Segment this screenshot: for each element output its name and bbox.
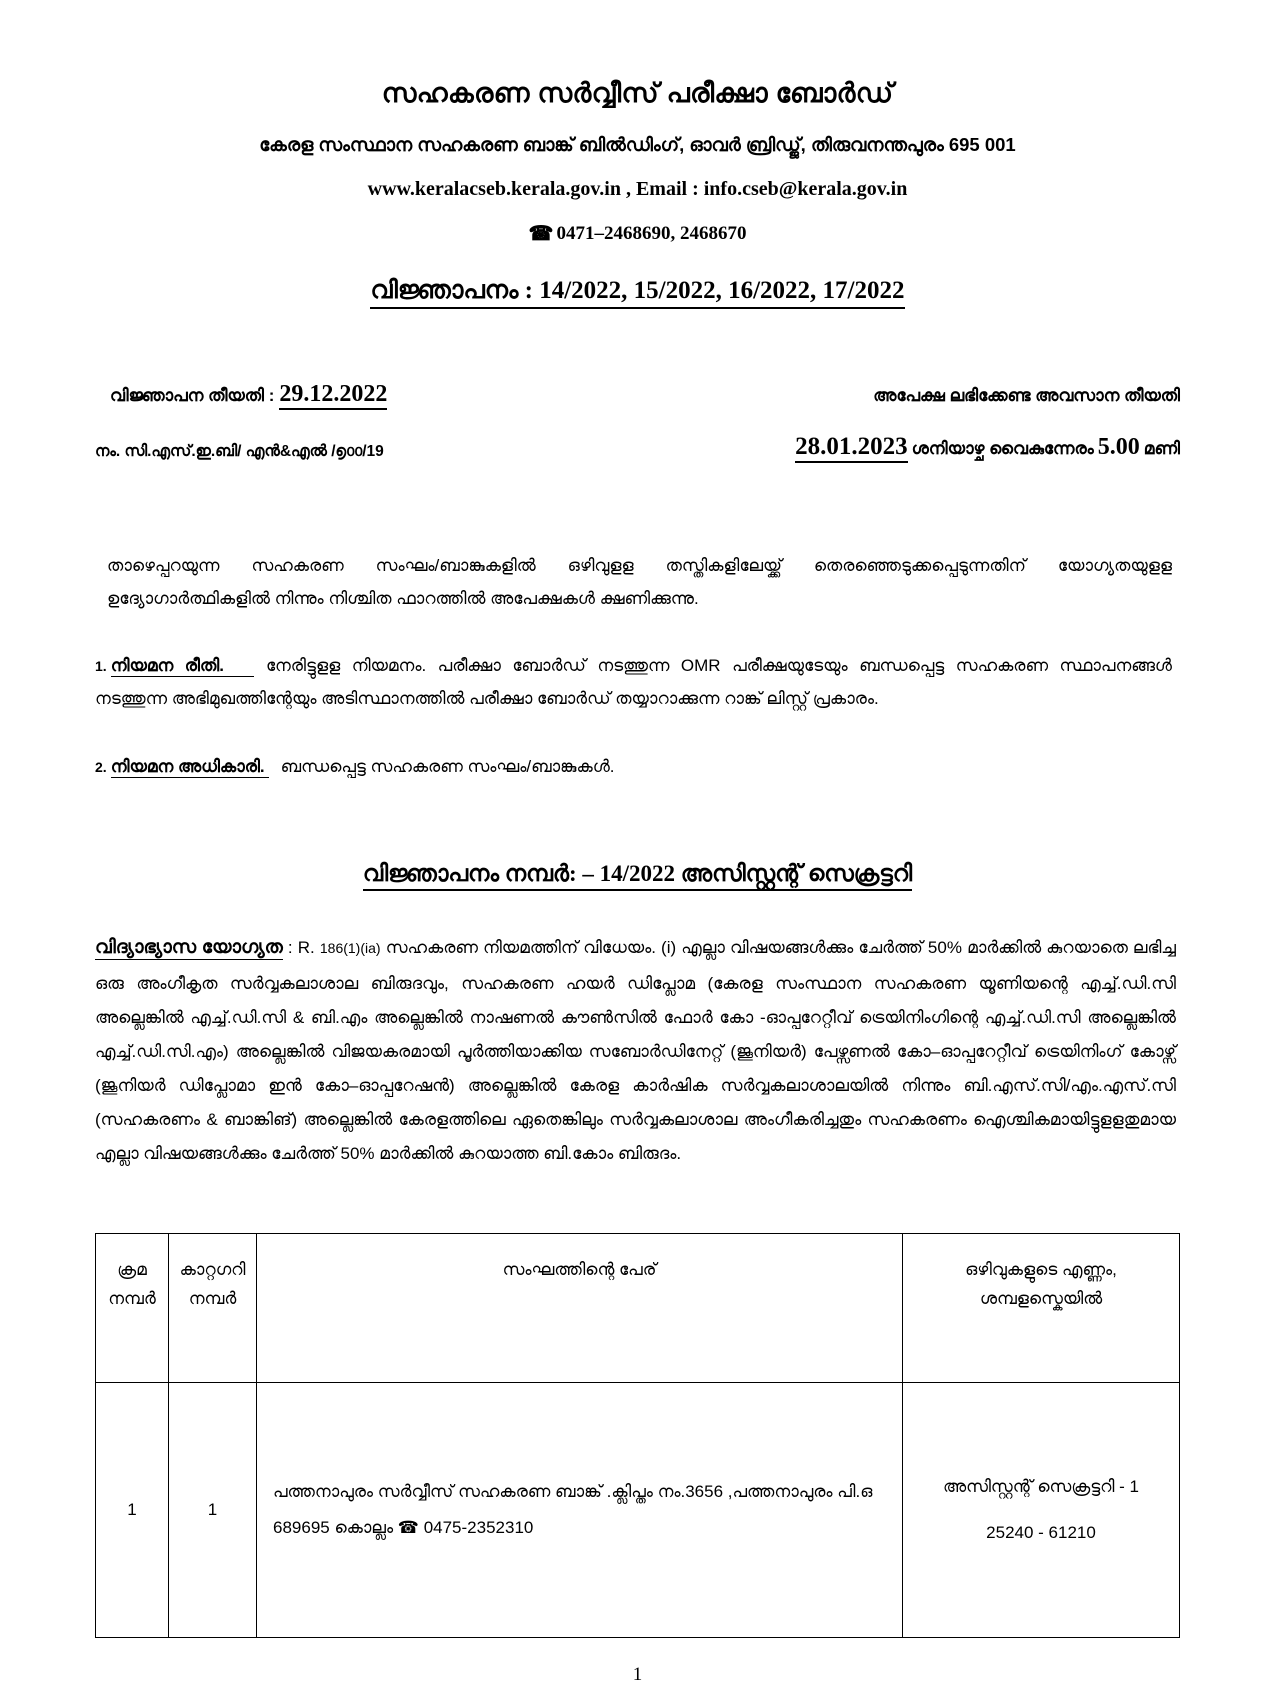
date-block — [95, 381, 1180, 491]
header-category-line1: കാറ്റഗറി — [179, 1259, 246, 1279]
header-serial-line2: നമ്പർ — [108, 1288, 156, 1308]
header-cell-society-name — [257, 1233, 903, 1382]
deadline-label: അപേക്ഷ ലഭിക്കേണ്ട അവസാന തീയതി — [873, 386, 1180, 405]
organization-phone-number: 0471–2468690, 2468670 — [556, 223, 747, 244]
vacancy-post: അസിസ്റ്റന്റ് സെക്രട്ടറി - 1 — [943, 1476, 1139, 1496]
list-item — [95, 649, 1180, 715]
notification-date-label: വിജ്ഞാപന തീയതി : — [110, 386, 275, 405]
notification-numbers-line — [95, 276, 1180, 309]
qualification-text: സഹകരണ നിയമത്തിന് വിധേയം. (i) എല്ലാ വിഷയങ്ങൾക്കും ചേർത്ത് 50% മാർക്കിൽ കുറയാതെ ലഭിച്ച ഒരു അംഗീകൃത സർവ്വകലാശാല ബിരുദവും, സഹകരണ ഹയർ ഡിപ്ലോമ (കേരള സംസ്ഥാന സഹകരണ യൂണിയന്റെ എച്ച്.ഡി.സി അല്ലെങ്കിൽ എച്ച്.ഡി.സി & ബി.എം അല്ലെങ്കിൽ നാഷണൽ കൗൺസിൽ ഫോർ കോ -ഓപ്പറേറ്റീവ് ട്രെയിനിംഗിന്റെ എച്ച്.ഡി.സി അല്ലെങ്കിൽ എച്ച്.ഡി.സി.എം) അല്ലെങ്കിൽ വിജയകരമായി പൂർത്തിയാക്കിയ സബോർഡിനേറ്റ് (ജൂനിയർ) പേഴ്സണൽ കോ–ഓപ്പറേറ്റീവ് ട്രെയിനിംഗ് കോഴ്സ് (ജൂനിയർ ഡിപ്ലോമാ ഇൻ കോ–ഓപ്പറേഷൻ) അല്ലെങ്കിൽ കേരള കാർഷിക സർവ്വകലാശാലയിൽ നിന്നും ബി.എസ്.സി/എം.എസ്.സി (സഹകരണം & ബാങ്കിങ്) അല്ലെങ്കിൽ കേരളത്തിലെ ഏതെങ്കിലും സർവ്വകലാശാല അംഗീകരിച്ചതും സഹകരണം ഐശ്ചികമായിട്ടുളളതുമായ എല്ലാ വിഷയങ്ങൾക്കും ചേർത്ത് 50% മാർക്കിൽ കുറയാത്ത ബി.കോം ബിരുദം. — [95, 937, 1176, 1163]
qualification-label: വിദ്യാഭ്യാസ യോഗ്യത — [95, 936, 283, 958]
cell-society-name — [257, 1382, 903, 1637]
deadline-time-unit: മണി — [1143, 439, 1180, 458]
page-number: 1 — [632, 1663, 643, 1685]
table-header-row — [96, 1233, 1180, 1382]
notification-date-value: 29.12.2022 — [279, 381, 387, 410]
cell-vacancies — [903, 1382, 1180, 1637]
header-cell-category — [169, 1233, 257, 1382]
qualification-paragraph — [95, 929, 1180, 1171]
table-row — [96, 1382, 1180, 1637]
deadline-date: 28.01.2023 — [795, 433, 908, 463]
rule-number: 186(1)(ia) — [319, 939, 381, 956]
header-vacancy-line2: ശമ്പളസ്കെയിൽ — [979, 1288, 1103, 1308]
section-heading-text: വിജ്ഞാപനം നമ്പർ: – 14/2022 അസിസ്റ്റന്റ് സെക്രട്ടറി — [363, 861, 912, 891]
deadline-time: 5.00 — [1097, 434, 1140, 460]
cell-category: 1 — [169, 1382, 257, 1637]
item-heading: നിയമന അധികാരി. — [111, 757, 269, 778]
organization-title: സഹകരണ സർവ്വീസ് പരീക്ഷാ ബോർഡ് — [381, 78, 894, 108]
item-index: 2. — [95, 758, 107, 775]
organization-website-email: www.keralacseb.kerala.gov.in , Email : info.cseb@kerala.gov.in — [367, 178, 908, 200]
deadline-value-group — [795, 433, 1180, 461]
rule-prefix: R. — [297, 937, 315, 957]
cell-serial: 1 — [96, 1382, 169, 1637]
organization-phone-line — [95, 221, 1180, 246]
reference-number: നം. സി.എസ്.ഇ.ബി/ എൻ&എൽ /൭൦൦/19 — [95, 443, 384, 460]
vacancy-pay-scale: 25240 - 61210 — [986, 1522, 1096, 1542]
header-category-line2: നമ്പർ — [188, 1288, 237, 1308]
deadline-day: ശനിയാഴ്ച വൈകുന്നേരം — [911, 439, 1094, 458]
society-name-line1: പത്തനാപുരം സർവ്വീസ് സഹകരണ ബാങ്ക് .ക്ലിപ്തം നം.3656 ,പത്തനാപുരം പി.ഒ — [273, 1482, 873, 1502]
item-heading: നിയമന രീതി. — [111, 656, 254, 677]
item-index: 1. — [95, 658, 107, 675]
notification-label: വിജ്ഞാപനം — [370, 276, 519, 304]
society-name-line2: 689695 കൊല്ലം ☎ 0475-2352310 — [273, 1517, 534, 1537]
intro-paragraph: താഴെപ്പറയുന്ന സഹകരണ സംഘം/ബാങ്കുകളിൽ ഒഴിവുളള തസ്തികളിലേയ്ക്ക് തെരഞ്ഞെടുക്കപ്പെടുന്നതിന് യോഗ്യതയുളള ഉദ്യോഗാർത്ഥികളിൽ നിന്നും നിശ്ചിത ഫാറത്തിൽ അപേക്ഷകൾ ക്ഷണിക്കുന്നു. — [107, 556, 1172, 609]
header-cell-serial — [96, 1233, 169, 1382]
header-vacancy-line1: ഒഴിവുകളുടെ എണ്ണം, — [965, 1259, 1117, 1279]
section-heading — [95, 861, 1180, 891]
header-cell-vacancies — [903, 1233, 1180, 1382]
notification-numbers: : 14/2022, 15/2022, 16/2022, 17/2022 — [524, 277, 905, 304]
qualification-separator: : — [287, 937, 293, 957]
header-serial-line1: ക്രമ — [117, 1259, 147, 1279]
item-body: നേരിട്ടുളള നിയമനം. പരീക്ഷാ ബോർഡ് നടത്തുന്ന OMR പരീക്ഷയുടേയും ബന്ധപ്പെട്ട സഹകരണ സ്ഥാപനങ്ങൾ നടത്തുന്ന അഭിമുഖത്തിന്റേയും അടിസ്ഥാനത്തിൽ പരീക്ഷാ ബോർഡ് തയ്യാറാക്കുന്ന റാങ്ക് ലിസ്റ്റ് പ്രകാരം. — [95, 656, 1173, 709]
telephone-icon: ☎ — [528, 223, 554, 245]
vacancy-table — [95, 1233, 1180, 1638]
header-society-name: സംഘത്തിന്റെ പേര് — [502, 1259, 657, 1279]
list-item — [95, 750, 1180, 783]
item-body: ബന്ധപ്പെട്ട സഹകരണ സംഘം/ബാങ്കുകൾ. — [280, 756, 615, 776]
notification-date-group — [110, 381, 387, 408]
organization-address: കേരള സംസ്ഥാന സഹകരണ ബാങ്ക് ബിൽഡിംഗ്, ഓവർ ബ്രിഡ്ജ്, തിരുവനന്തപുരം 695 001 — [259, 134, 1016, 155]
